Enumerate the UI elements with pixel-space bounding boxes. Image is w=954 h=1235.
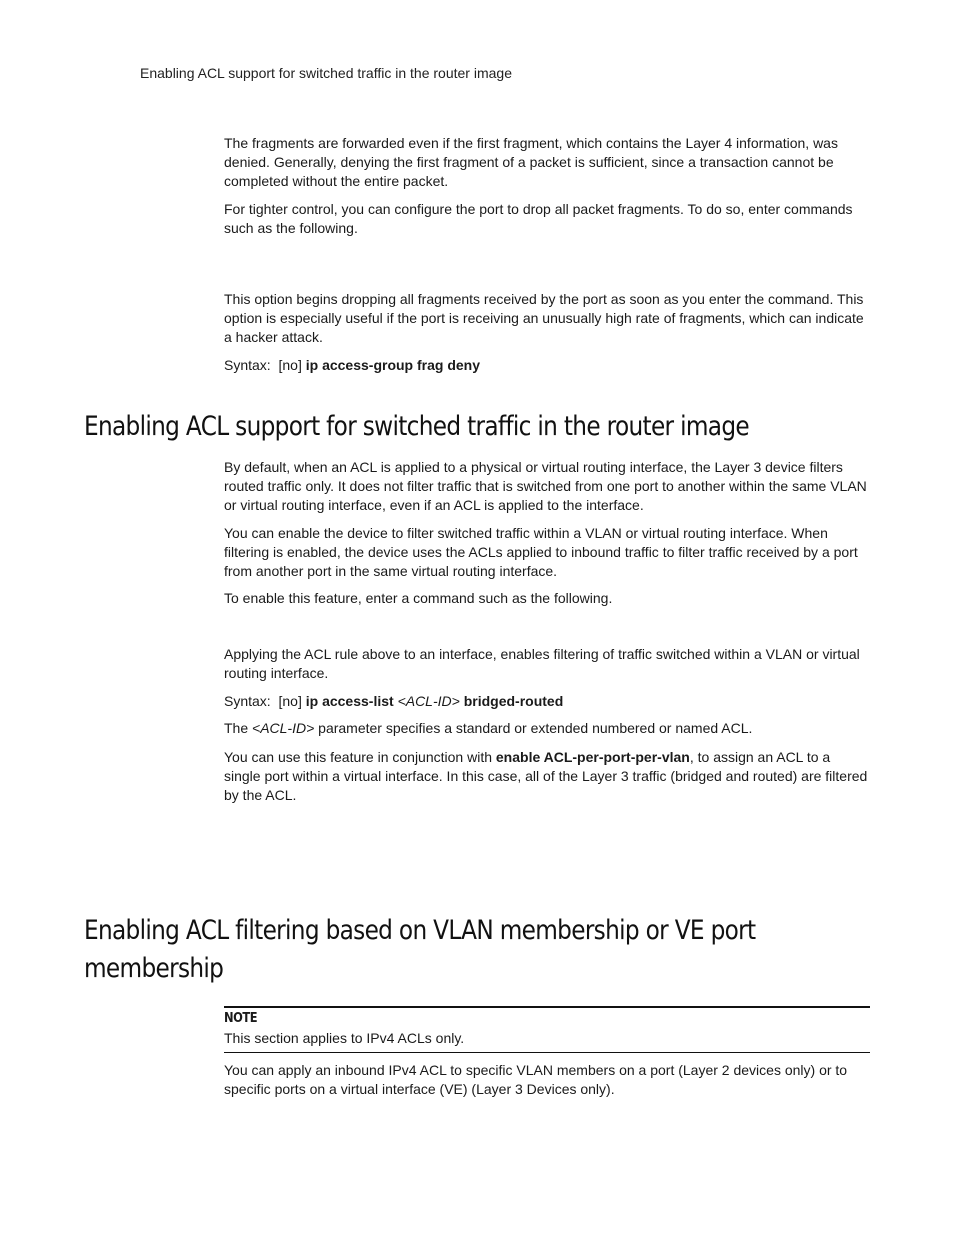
section2-paragraph-inbound-acl: You can apply an inbound IPv4 ACL to specific VLAN members on a port (Layer 2 devices only) or to specific ports on a virtual interface (VE) (Layer 3 Devices only).	[224, 1062, 848, 1097]
intro-paragraph-fragments: The fragments are forwarded even if the first fragment, which contains the Layer 4 information, was denied. Generally, denying the first fragment of a packet is sufficient, since a transaction cannot be completed without the entire packet.	[224, 135, 838, 189]
section1-paragraph-enable-feature: To enable this feature, enter a command such as the following.	[224, 590, 613, 606]
section1-paragraph-acl-id	[224, 719, 870, 738]
section1-paragraph-applying-rule: Applying the ACL rule above to an interface, enables filtering of traffic switched within a VLAN or virtual routing interface.	[224, 646, 860, 681]
syntax-label: Syntax:	[224, 357, 271, 373]
intro-paragraph-tighter-control: For tighter control, you can configure the port to drop all packet fragments. To do so, enter commands such as the following.	[224, 201, 853, 236]
acl-id-text-pre: The	[224, 720, 253, 736]
conjunction-text-pre: You can use this feature in conjunction with	[224, 749, 496, 765]
intro-paragraph-option: This option begins dropping all fragments received by the port as soon as you enter the command. This option is especially useful if the port is receiving an unusually high rate of fragments, which can indicate a hacker attack.	[224, 291, 864, 345]
conjunction-command: enable ACL-per-port-per-vlan	[495, 749, 690, 765]
section1-paragraph-default: By default, when an ACL is applied to a physical or virtual routing interface, the Layer 3 device filters routed traffic only. It does not filter traffic that is switched from one port to another within the same VLAN or virtual routing interface, even if an ACL is applied to the interface.	[224, 459, 867, 513]
section-heading-vlan-membership	[84, 912, 884, 988]
section1-paragraph-conjunction	[224, 748, 870, 805]
syntax-bridged-routed	[224, 692, 870, 711]
acl-id-text-post: parameter specifies a standard or extended numbered or named ACL.	[314, 720, 753, 736]
syntax-command: ip access-group frag deny	[305, 357, 481, 373]
syntax-command-suffix: bridged-routed	[463, 693, 564, 709]
syntax-command: ip access-list	[305, 693, 394, 709]
syntax-parameter: <ACL-ID>	[397, 693, 460, 709]
section1-paragraph-enable-filter: You can enable the device to filter switched traffic within a VLAN or virtual routing interface. When filtering is enabled, the device uses the ACLs applied to inbound traffic to filter traffic received by a port from another port in the same virtual routing interface.	[224, 525, 858, 579]
syntax-optional-no: [no]	[278, 693, 302, 709]
note-text: This section applies to IPv4 ACLs only.	[224, 1030, 465, 1046]
syntax-frag-deny	[224, 356, 870, 375]
acl-id-parameter: <ACL-ID>	[252, 720, 315, 736]
heading-line-1: Enabling ACL filtering based on VLAN membership or VE port	[84, 915, 756, 946]
syntax-label: Syntax:	[224, 693, 271, 709]
syntax-optional-no: [no]	[278, 357, 302, 373]
conjunction-text-post: , to assign an ACL to a single port within a virtual interface. In this case, all of the Layer 3 traffic (bridged and routed) are filtered by the ACL.	[224, 749, 868, 803]
note-box	[224, 1006, 870, 1053]
running-header: Enabling ACL support for switched traffic in the router image	[140, 65, 512, 81]
note-label: NOTE	[224, 1011, 258, 1026]
heading-line-2: membership	[84, 953, 224, 984]
section-heading-switched-traffic: Enabling ACL support for switched traffic in the router image	[84, 411, 749, 442]
